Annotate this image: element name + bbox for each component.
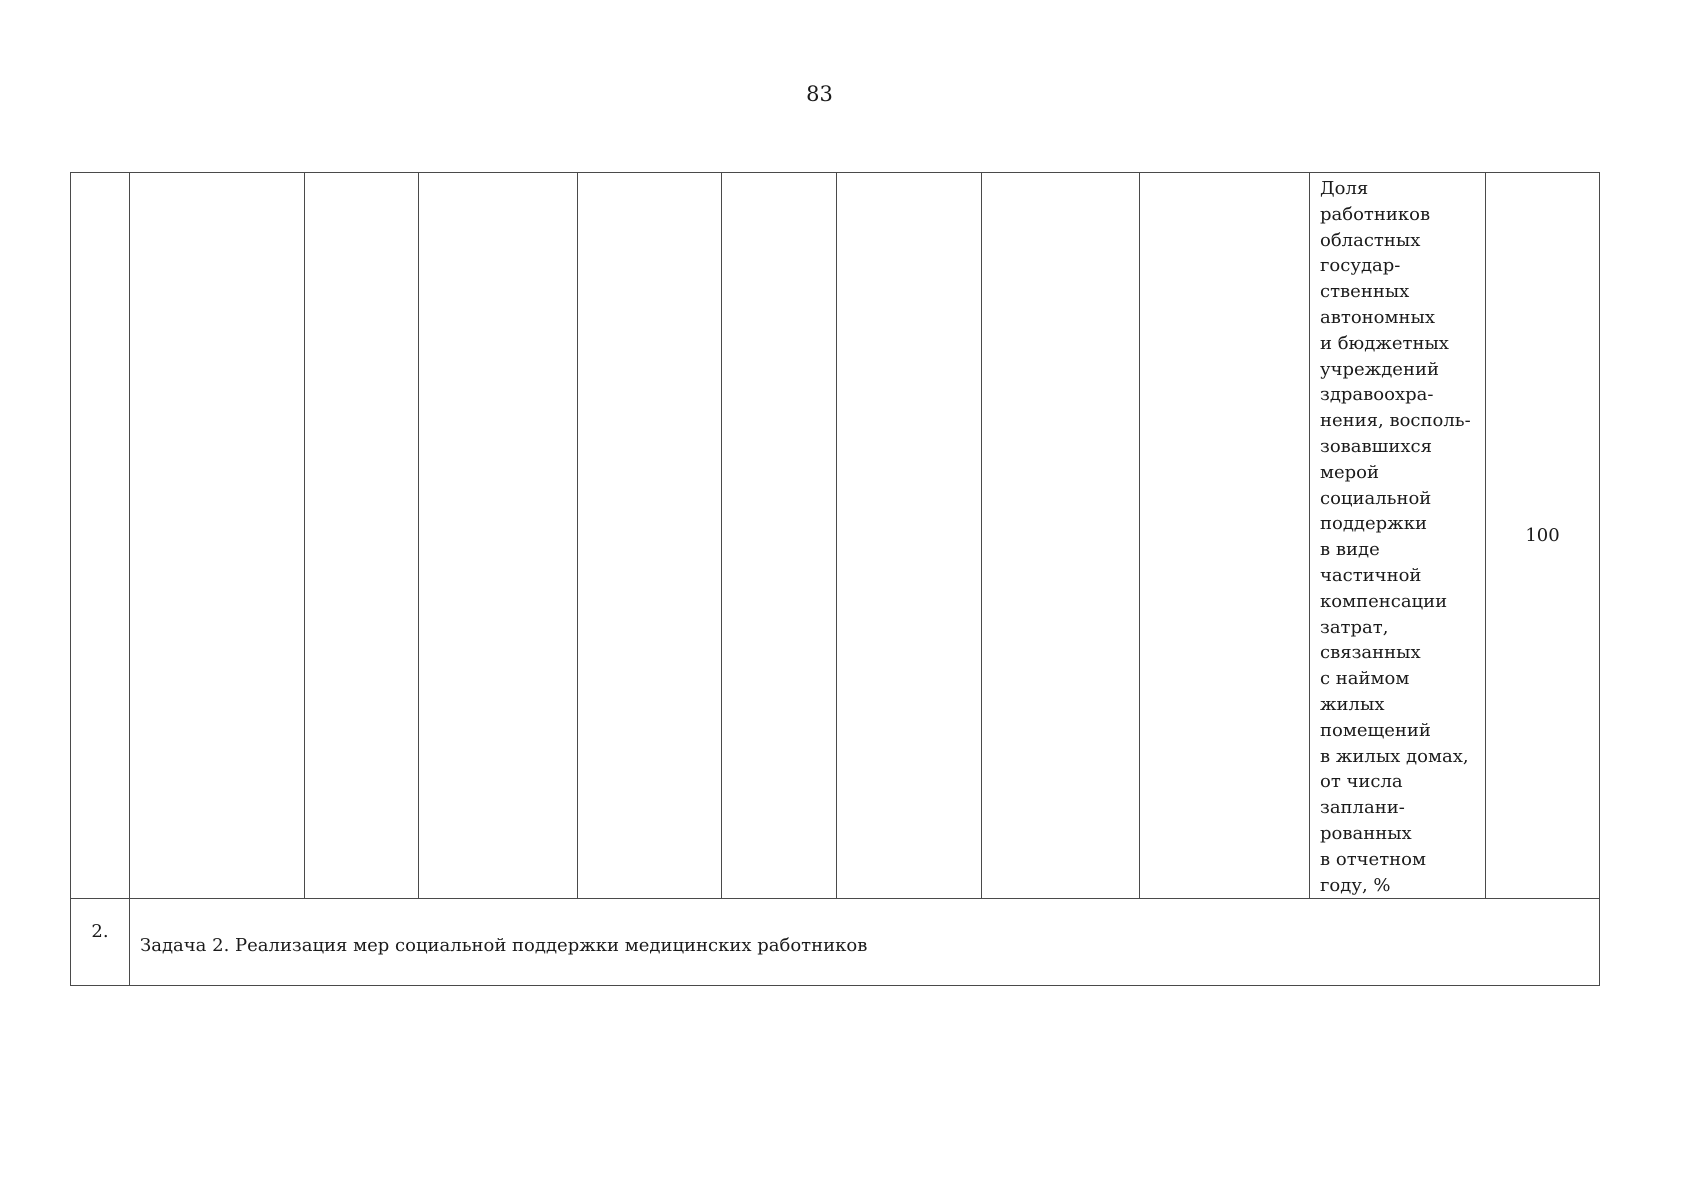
table-row-task <box>71 899 1600 986</box>
empty-cell <box>305 173 419 899</box>
empty-cell <box>982 173 1140 899</box>
empty-cell <box>837 173 982 899</box>
program-table <box>70 172 1600 986</box>
empty-cell-number <box>71 173 130 899</box>
empty-cell <box>578 173 722 899</box>
task-number-cell: 2. <box>71 899 130 986</box>
empty-cell <box>419 173 578 899</box>
indicator-value-cell: 100 <box>1486 173 1600 899</box>
page-number: 83 <box>806 82 833 106</box>
table-row-indicator <box>71 173 1600 899</box>
empty-cell <box>722 173 837 899</box>
indicator-name-cell: Доля работников областных государ- ственных автономных и бюджетных учреждений здравоохра- нения, восполь- зовавшихся мерой социальной поддержки в виде частичной компенсации затрат, связанных с наймом жилых помещений в жилых домах, от числа заплани- рованных в отчетном году, % <box>1310 173 1486 899</box>
empty-cell <box>130 173 305 899</box>
empty-cell <box>1140 173 1310 899</box>
task-title-cell: Задача 2. Реализация мер социальной поддержки медицинских работников <box>130 899 1600 986</box>
